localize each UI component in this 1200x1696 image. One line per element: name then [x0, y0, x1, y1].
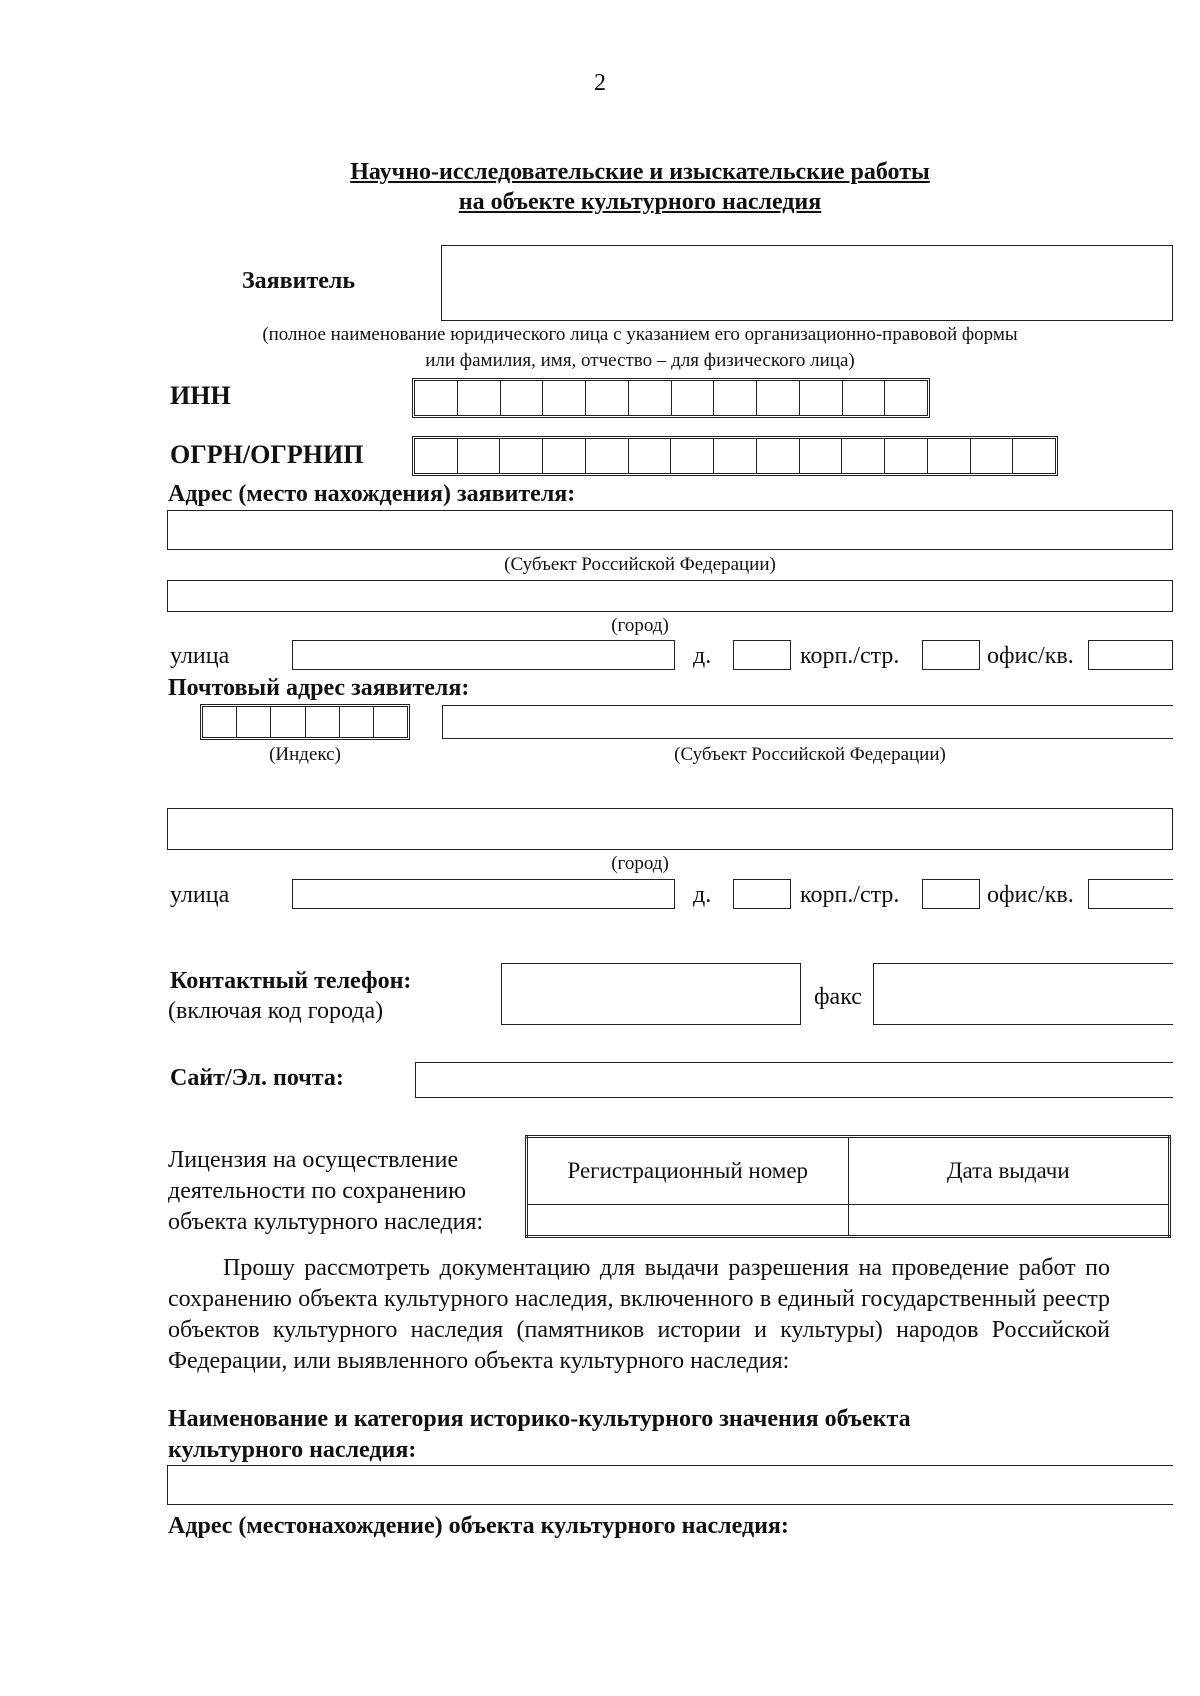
postal-index-caption: (Индекс): [269, 744, 341, 765]
address-title: Адрес (место нахождения) заявителя:: [168, 481, 576, 507]
inn-digit-cell[interactable]: [885, 381, 927, 415]
page-number: 2: [594, 70, 606, 96]
postal-index-field[interactable]: [200, 704, 410, 740]
license-issue-date-header: Дата выдачи: [848, 1137, 1170, 1205]
ogrn-label: ОГРН/ОГРНИП: [170, 440, 364, 469]
form-heading-line1: Научно-исследовательские и изыскательские работы: [350, 159, 930, 185]
inn-digit-cell[interactable]: [458, 381, 501, 415]
postal-index-digit-cell[interactable]: [237, 707, 271, 737]
ogrn-field[interactable]: [412, 436, 1058, 476]
ogrn-digit-cell[interactable]: [500, 439, 543, 473]
address-subject-caption: (Субъект Российской Федерации): [504, 554, 776, 575]
ogrn-digit-cell[interactable]: [757, 439, 800, 473]
object-name-title-line2: культурного наследия:: [168, 1437, 417, 1463]
postal-subject-caption: (Субъект Российской Федерации): [674, 744, 946, 765]
ogrn-digit-cell[interactable]: [842, 439, 885, 473]
ogrn-digit-cell[interactable]: [415, 439, 458, 473]
address-house-label: д.: [693, 643, 712, 669]
postal-city-field[interactable]: [167, 808, 1173, 850]
ogrn-digit-cell[interactable]: [928, 439, 971, 473]
ogrn-digit-cell[interactable]: [458, 439, 501, 473]
site-email-field[interactable]: [415, 1062, 1173, 1098]
postal-city-caption: (город): [611, 853, 669, 874]
postal-street-field[interactable]: [292, 879, 675, 909]
inn-digit-cell[interactable]: [672, 381, 715, 415]
ogrn-digit-cell[interactable]: [1013, 439, 1055, 473]
ogrn-digit-cell[interactable]: [971, 439, 1014, 473]
address-subject-field[interactable]: [167, 510, 1173, 550]
phone-note: (включая код города): [168, 998, 384, 1024]
applicant-caption-line1: (полное наименование юридического лица с указанием его организационно-правовой формы: [262, 324, 1018, 345]
ogrn-digit-cell[interactable]: [586, 439, 629, 473]
inn-digit-cell[interactable]: [501, 381, 544, 415]
license-table: [525, 1135, 1171, 1238]
form-heading-line2: на объекте культурного наследия: [458, 189, 822, 215]
fax-field[interactable]: [873, 963, 1173, 1025]
fax-label: факс: [814, 984, 862, 1010]
object-name-title-line1: Наименование и категория историко-культурного значения объекта: [168, 1406, 911, 1432]
inn-digit-cell[interactable]: [629, 381, 672, 415]
address-street-label: улица: [170, 643, 230, 669]
postal-index-digit-cell[interactable]: [306, 707, 340, 737]
inn-digit-cell[interactable]: [415, 381, 458, 415]
postal-subject-field[interactable]: [442, 705, 1173, 739]
phone-field[interactable]: [501, 963, 801, 1025]
address-office-field[interactable]: [1088, 640, 1173, 670]
address-house-field[interactable]: [733, 640, 791, 670]
license-issue-date-field[interactable]: [848, 1205, 1170, 1237]
license-reg-number-field[interactable]: [527, 1205, 849, 1237]
license-label: [168, 1145, 483, 1238]
applicant-name-field[interactable]: [441, 245, 1173, 321]
postal-index-digit-cell[interactable]: [203, 707, 237, 737]
inn-digit-cell[interactable]: [800, 381, 843, 415]
postal-index-digit-cell[interactable]: [271, 707, 305, 737]
postal-house-field[interactable]: [733, 879, 791, 909]
postal-building-label: корп./стр.: [800, 882, 900, 908]
license-label-line2: деятельности по сохранению: [168, 1178, 467, 1204]
inn-digit-cell[interactable]: [586, 381, 629, 415]
postal-house-label: д.: [693, 882, 712, 908]
ogrn-digit-cell[interactable]: [629, 439, 672, 473]
applicant-label: Заявитель: [242, 268, 356, 294]
postal-building-field[interactable]: [922, 879, 980, 909]
license-reg-number-header: Регистрационный номер: [527, 1137, 849, 1205]
ogrn-digit-cell[interactable]: [543, 439, 586, 473]
license-label-line3: объекта культурного наследия:: [168, 1209, 484, 1235]
applicant-caption: [150, 322, 1130, 374]
applicant-caption-line2: или фамилия, имя, отчество – для физического лица): [425, 350, 855, 371]
postal-title: Почтовый адрес заявителя:: [168, 675, 470, 701]
inn-label: ИНН: [170, 381, 231, 410]
address-building-label: корп./стр.: [800, 643, 900, 669]
license-label-line1: Лицензия на осуществление: [168, 1147, 459, 1173]
request-paragraph: Прошу рассмотреть документацию для выдачи разрешения на проведение работ по сохранению объекта культурного наследия, включенного в единый государственный реестр объектов культурного наследия (памятников истории и культуры) народов Российской Федерации, или выявленного объекта культурного наследия:: [168, 1255, 1110, 1374]
address-city-field[interactable]: [167, 580, 1173, 612]
address-building-field[interactable]: [922, 640, 980, 670]
postal-street-label: улица: [170, 882, 230, 908]
inn-digit-cell[interactable]: [843, 381, 886, 415]
ogrn-digit-cell[interactable]: [800, 439, 843, 473]
object-address-title: Адрес (местонахождение) объекта культурного наследия:: [168, 1513, 789, 1539]
inn-digit-cell[interactable]: [757, 381, 800, 415]
inn-digit-cell[interactable]: [543, 381, 586, 415]
address-office-label: офис/кв.: [987, 643, 1074, 669]
object-name-title: [168, 1404, 911, 1466]
inn-field[interactable]: [412, 378, 930, 418]
ogrn-digit-cell[interactable]: [714, 439, 757, 473]
ogrn-digit-cell[interactable]: [885, 439, 928, 473]
form-heading: [200, 157, 1080, 217]
inn-digit-cell[interactable]: [714, 381, 757, 415]
address-street-field[interactable]: [292, 640, 675, 670]
postal-index-digit-cell[interactable]: [374, 707, 407, 737]
postal-office-label: офис/кв.: [987, 882, 1074, 908]
postal-office-field[interactable]: [1088, 879, 1173, 909]
ogrn-digit-cell[interactable]: [671, 439, 714, 473]
phone-label: Контактный телефон:: [170, 968, 412, 994]
address-city-caption: (город): [611, 615, 669, 636]
site-label: Сайт/Эл. почта:: [170, 1065, 344, 1091]
object-name-field[interactable]: [167, 1465, 1173, 1505]
postal-index-digit-cell[interactable]: [340, 707, 374, 737]
